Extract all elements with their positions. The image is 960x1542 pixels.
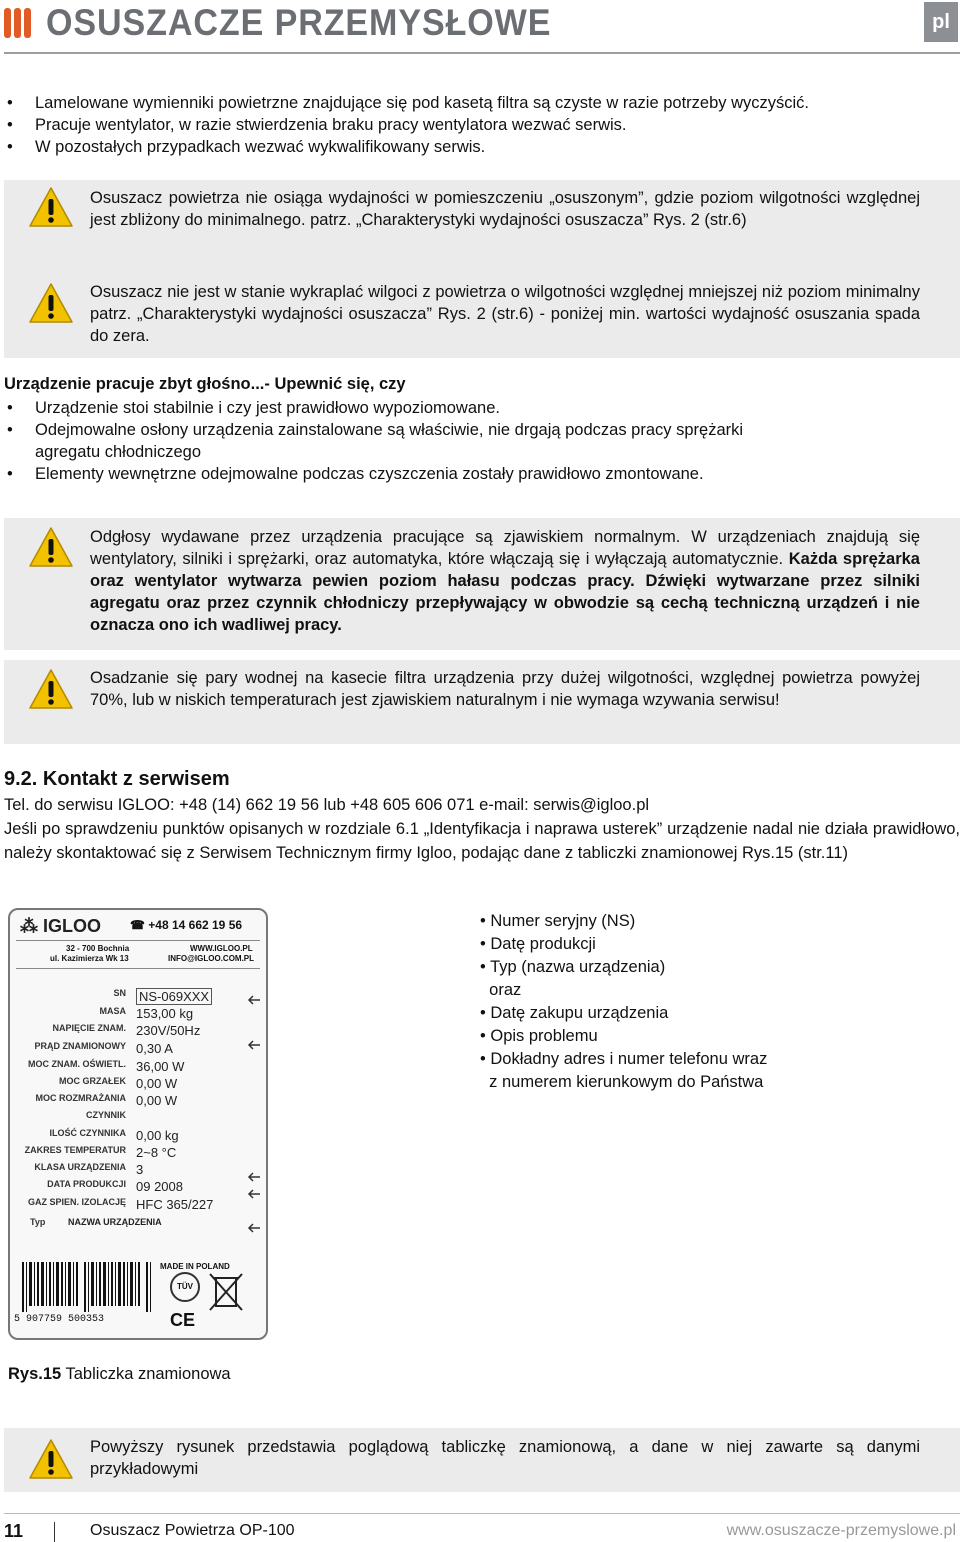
warning-icon — [28, 186, 74, 228]
list-item: • Elementy wewnętrzne odejmowalne podczas czyszczenia zostały prawidłowo zmontowane. — [4, 463, 944, 485]
figure-caption: Rys.15 Tabliczka znamionowa — [8, 1365, 231, 1383]
warning-icon — [28, 668, 74, 710]
footer-url[interactable]: www.osuszacze-przemyslowe.pl — [726, 1522, 956, 1539]
nameplate-phone: ☎ +48 14 662 19 56 — [130, 918, 243, 932]
list-item: • Datę produkcji — [480, 935, 596, 953]
language-badge: pl — [924, 2, 958, 42]
list-item: • W pozostałych przypadkach wezwać wykwalifikowany serwis. — [4, 136, 944, 158]
service-body: Jeśli po sprawdzeniu punktów opisanych w rozdziale 6.1 „Identyfikacja i naprawa usterek” urządzenie nadal nie działa prawidłowo, należy skontaktować się z Serwisem Technicznym firmy Igloo, podając dane z tabliczki znamionowej Rys.15 (str.11) — [4, 820, 960, 862]
nameplate-row: MOC GRZAŁEK 0,00 W — [59, 1076, 178, 1091]
nameplate-address: ul. Kazimierza Wk 13 — [50, 954, 129, 963]
nameplate-address: 32 - 700 Bochnia — [66, 944, 130, 953]
nameplate-row: KLASA URZĄDZENIA 3 — [34, 1162, 144, 1177]
list-item: • Pracuje wentylator, w razie stwierdzenia braku pracy wentylatora wezwać serwis. — [4, 114, 944, 136]
warning-box — [4, 180, 960, 358]
nameplate-data-list — [480, 910, 767, 1094]
warning-text: Odgłosy wydawane przez urządzenia pracujące są zjawiskiem normalnym. W urządzeniach znajdują się wentylatory, silniki i sprężarki, oraz automatyka, które włączają się i wyłączają automatycznie. Każda sprężarka oraz wentylator wytwarza pewien poziom hałasu podczas pracy. Dźwięki wytwarzane przez silniki agregatu oraz przez czynnik chłodniczy przepływający w obwodzie są cechą techniczną urządzeń i nie oznacza ono ich wadliwej pracy. — [90, 528, 920, 634]
warning-box — [4, 1428, 960, 1492]
list-item: • Lamelowane wymienniki powietrzne znajdujące się pod kasetą filtra są czyste w razie potrzeby wyczyścić. — [4, 92, 944, 114]
nameplate-row: DATA PRODUKCJI 09 2008 — [47, 1179, 183, 1194]
nameplate-divider — [16, 940, 260, 941]
weee-bin-icon — [206, 1270, 246, 1314]
nameplate-row: SN NS-069XXX — [10, 988, 266, 1005]
tuv-mark-icon: TÜV — [170, 1272, 200, 1302]
footer-divider — [4, 1513, 960, 1514]
nameplate-web: WWW.IGLOO.PL — [190, 944, 253, 953]
warning-text: Osadzanie się pary wodnej na kasecie filtra urządzenia przy dużej wilgotności, względnej powietrza powyżej 70%, lub w niskich temperaturach jest zjawiskiem naturalnym i nie wymaga wzywania serwisu! — [90, 669, 920, 709]
ce-mark: CE — [170, 1310, 196, 1330]
check-list — [4, 92, 944, 158]
nameplate-email: INFO@IGLOO.COM.PL — [168, 954, 255, 963]
nameplate-row: GAZ SPIEN. IZOLACJĘ HFC 365/227 — [27, 1197, 214, 1212]
list-item: • Dokładny adres i numer telefonu wraz — [480, 1050, 768, 1068]
nameplate-divider — [16, 968, 260, 969]
warning-icon — [28, 526, 74, 568]
service-phone: Tel. do serwisu IGLOO: +48 (14) 662 19 56 lub +48 605 606 071 e-mail: serwis@igloo.pl — [4, 796, 650, 814]
nameplate-row: PRĄD ZNAMIONOWY 0,30 A — [34, 1041, 173, 1056]
list-item: • Opis problemu — [480, 1027, 598, 1045]
nameplate-row: ZAKRES TEMPERATUR 2~8 °C — [24, 1145, 177, 1160]
warning-text: Powyższy rysunek przedstawia poglądową tabliczkę znamionową, a dane w niej zawarte są danymi przykładowymi — [90, 1438, 920, 1478]
nameplate-row: NAPIĘCIE ZNAM. 230V/50Hz — [52, 1023, 201, 1038]
list-item: • Typ (nazwa urządzenia) — [480, 958, 666, 976]
page-number: 11 — [4, 1521, 24, 1541]
noise-list — [4, 397, 944, 485]
nameplate-row: MOC ROZMRAŻANIA 0,00 W — [35, 1093, 178, 1108]
nameplate-row: ILOŚĆ CZYNNIKA 0,00 kg — [49, 1128, 179, 1143]
made-in-label: MADE IN POLAND — [160, 1262, 230, 1271]
nameplate-brand: ⁂ IGLOO — [20, 916, 102, 936]
warning-text: Osuszacz powietrza nie osiąga wydajności w pomieszczeniu „osuszonym”, gdzie poziom wilgotności względnej jest zbliżony do minimalnego. patrz. „Charakterystyki wydajności osuszacza” Rys. 2 (str.6) — [90, 189, 920, 229]
nameplate-row: CZYNNIK — [86, 1110, 126, 1120]
list-item: z numerem kierunkowym do Państwa — [480, 1073, 764, 1091]
list-item: oraz — [480, 981, 522, 999]
nameplate-figure — [8, 908, 268, 1340]
brand-title: OSUSZACZE PRZEMYSŁOWE — [46, 2, 552, 43]
barcode-icon — [18, 1262, 158, 1316]
barcode-number: 5 907759 500353 — [14, 1314, 105, 1325]
footer-separator — [54, 1522, 55, 1542]
section-heading: 9.2. Kontakt z serwisem — [4, 768, 230, 790]
section-heading: Urządzenie pracuje zbyt głośno...- Upewnić się, czy — [4, 375, 406, 393]
nameplate-row: Typ NAZWA URZĄDZENIA — [30, 1217, 162, 1227]
header-divider — [4, 52, 960, 54]
footer-title: Osuszacz Powietrza OP-100 — [90, 1522, 295, 1539]
warning-icon — [28, 1438, 74, 1480]
list-item: • Odejmowalne osłony urządzenia zainstalowane są właściwie, nie drgają podczas pracy sprężarki agregatu chłodniczego — [4, 419, 795, 463]
arrow-markers-icon — [246, 994, 262, 1234]
list-item: • Datę zakupu urządzenia — [480, 1004, 669, 1022]
list-item: • Numer seryjny (NS) — [480, 912, 636, 930]
warning-icon — [28, 282, 74, 324]
nameplate-row: MOC ZNAM. OŚWIETL. 36,00 W — [28, 1059, 185, 1074]
warning-box — [4, 518, 960, 650]
nameplate-row: MASA 153,00 kg — [99, 1006, 194, 1021]
list-item: • Urządzenie stoi stabilnie i czy jest prawidłowo wypoziomowane. — [4, 397, 944, 419]
brand-logo-icon — [4, 8, 34, 38]
warning-text: Osuszacz nie jest w stanie wykraplać wilgoci z powietrza o wilgotności względnej mniejszej niż poziom minimalny patrz. „Charakterystyki wydajności osuszacza” Rys. 2 (str.6) - poniżej min. wartości wydajność osuszania spada do zera. — [90, 283, 920, 345]
warning-box — [4, 660, 960, 744]
